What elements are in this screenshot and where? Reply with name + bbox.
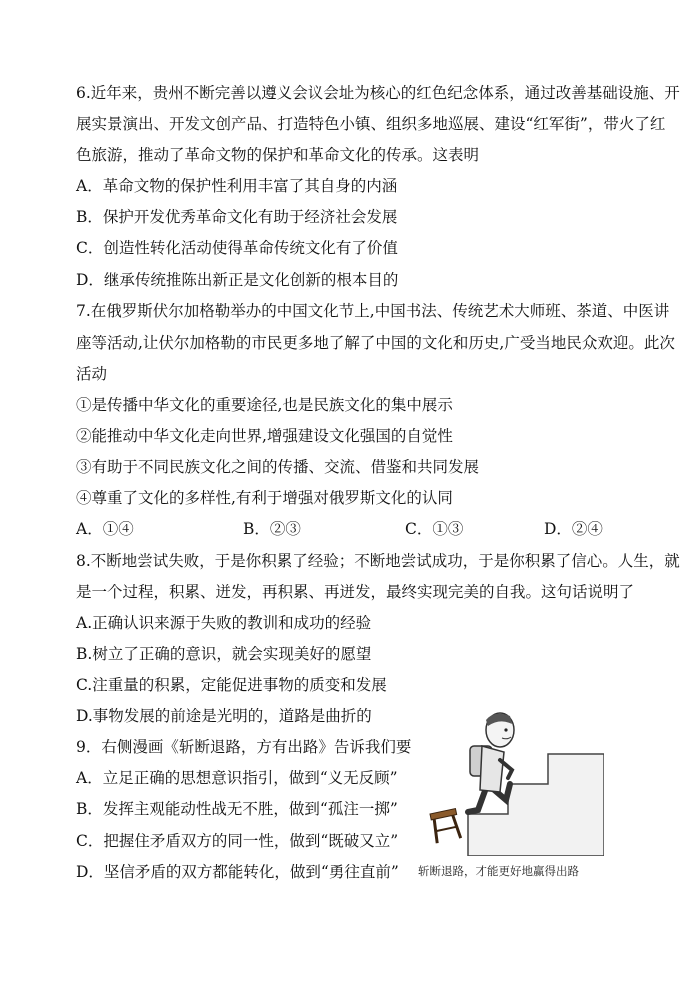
q8-stem-line-2: 是一个过程，积累、迸发，再积累、再迸发，最终实现完美的自我。这句话说明了 — [76, 583, 635, 601]
q7-stem-line-2: 座等活动,让伏尔加格勒的市民更多地了解了中国的文化和历史,广受当地民众欢迎。此次 — [76, 334, 675, 352]
q8-stem-line-1: 8.不断地尝试失败，于是你积累了经验；不断地尝试成功，于是你积累了信心。人生，就 — [76, 552, 680, 570]
q7-choices-row — [76, 514, 636, 545]
q7-statement-2: ②能推动中华文化走向世界,增强建设文化强国的自觉性 — [76, 427, 453, 445]
q8-option-c: C.注重量的积累，定能促进事物的质变和发展 — [76, 676, 387, 694]
q9-option-a: A．立足正确的思想意识指引，做到“义无反顾” — [76, 769, 398, 787]
q7-statement-3: ③有助于不同民族文化之间的传播、交流、借鉴和共同发展 — [76, 458, 480, 476]
q7-choice-d: D．②④ — [544, 520, 603, 538]
q7-choice-a: A．①④ — [76, 520, 134, 538]
q6-option-a: A．革命文物的保护性利用丰富了其自身的内涵 — [76, 177, 398, 195]
q8-option-b: B.树立了正确的意识，就会实现美好的愿望 — [76, 645, 372, 663]
q7-choice-c: C．①③ — [405, 520, 464, 538]
q7-stem-line-1: 7.在俄罗斯伏尔加格勒举办的中国文化节上,中国书法、传统艺术大师班、茶道、中医讲 — [76, 302, 670, 320]
q7-choice-b: B．②③ — [243, 520, 301, 538]
q9-option-b: B．发挥主观能动性战无不胜，做到“孤注一掷” — [76, 800, 398, 818]
q9-option-c: C．把握住矛盾双方的同一性，做到“既破又立” — [76, 832, 399, 850]
q8-option-d: D.事物发展的前途是光明的，道路是曲折的 — [76, 707, 372, 725]
q6-option-b: B．保护开发优秀革命文化有助于经济社会发展 — [76, 208, 398, 226]
q9-stem: 9．右侧漫画《斩断退路，方有出路》告诉我们要 — [76, 738, 412, 756]
broken-stool-icon — [430, 809, 462, 844]
q8-option-a: A.正确认识来源于失败的教训和成功的经验 — [76, 614, 372, 632]
q6-stem-line-2: 展实景演出、开发文创产品、打造特色小镇、组织多地巡展、建设“红军街”，带火了红 — [76, 115, 666, 133]
q6-option-d: D．继承传统推陈出新正是文化创新的根本目的 — [76, 271, 399, 289]
man-climbing-icon — [468, 713, 514, 812]
q7-statement-4: ④尊重了文化的多样性,有利于增强对俄罗斯文化的认同 — [76, 489, 453, 507]
q6-option-c: C．创造性转化活动使得革命传统文化有了价值 — [76, 239, 398, 257]
q7-statement-1: ①是传播中华文化的重要途径,也是民族文化的集中展示 — [76, 396, 453, 414]
q6-stem-line-1: 6.近年来，贵州不断完善以遵义会议会址为核心的红色纪念体系，通过改善基础设施、开 — [76, 84, 680, 102]
cartoon-caption: 斩断退路，才能更好地赢得出路 — [418, 864, 579, 878]
q7-stem-line-3: 活动 — [76, 365, 108, 383]
cartoon-illustration — [408, 706, 604, 856]
q6-stem-line-3: 色旅游，推动了革命文物的保护和革命文化的传承。这表明 — [76, 146, 480, 164]
q9-option-d: D．坚信矛盾的双方都能转化，做到“勇往直前” — [76, 863, 399, 881]
